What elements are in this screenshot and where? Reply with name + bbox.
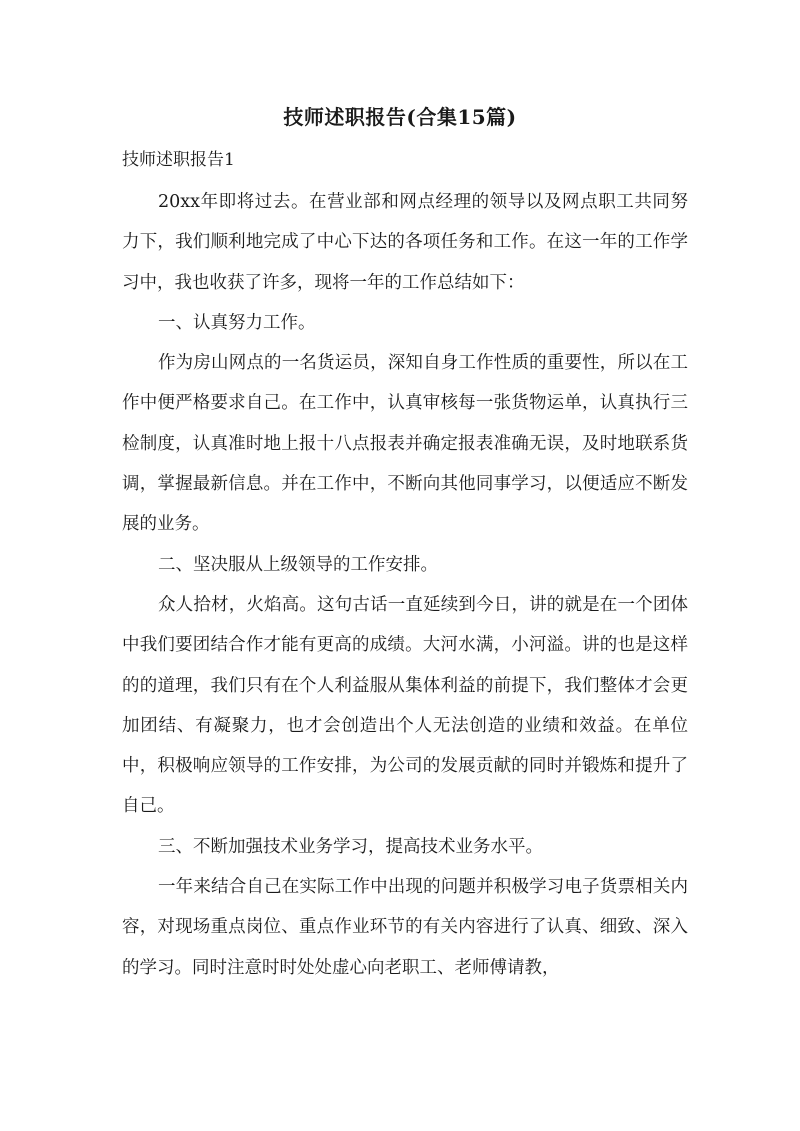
paragraph: 三、不断加强技术业务学习，提高技术业务水平。 — [158, 836, 543, 857]
paragraph: 一、认真努力工作。 — [158, 312, 316, 333]
section-heading: 技师述职报告1 — [122, 150, 235, 170]
paragraph: 20xx年即将过去。在营业部和网点经理的领导以及网点职工共同努力下，我们顺利地完成了中心下达的各项任务和工作。在这一年的工作学习中，我也收获了许多，现将一年的工作总结如下： — [122, 192, 688, 293]
paragraph: 一年来结合自己在实际工作中出现的问题并积极学习电子货票相关内容，对现场重点岗位、重点作业环节的有关内容进行了认真、细致、深入的学习。同时注意时时处处虚心向老职工、老师傅请教， — [122, 877, 688, 978]
document-title: 技师述职报告(合集15篇) — [283, 105, 517, 129]
paragraph: 二、坚决服从上级领导的工作安排。 — [158, 554, 438, 575]
document-body — [122, 182, 688, 988]
paragraph: 众人拾材，火焰高。这句古话一直延续到今日，讲的就是在一个团体中我们要团结合作才能有更高的成绩。大河水满，小河溢。讲的也是这样的的道理，我们只有在个人利益服从集体利益的前提下，我们整体才会更加团结、有凝聚力，也才会创造出个人无法创造的业绩和效益。在单位中，积极响应领导的工作安排，为公司的发展贡献的同时并锻炼和提升了自己。 — [122, 594, 688, 817]
paragraph: 作为房山网点的一名货运员，深知自身工作性质的重要性，所以在工作中便严格要求自己。在工作中，认真审核每一张货物运单，认真执行三检制度，认真准时地上报十八点报表并确定报表准确无误，及时地联系货调，掌握最新信息。并在工作中，不断向其他同事学习，以便适应不断发展的业务。 — [122, 353, 688, 535]
